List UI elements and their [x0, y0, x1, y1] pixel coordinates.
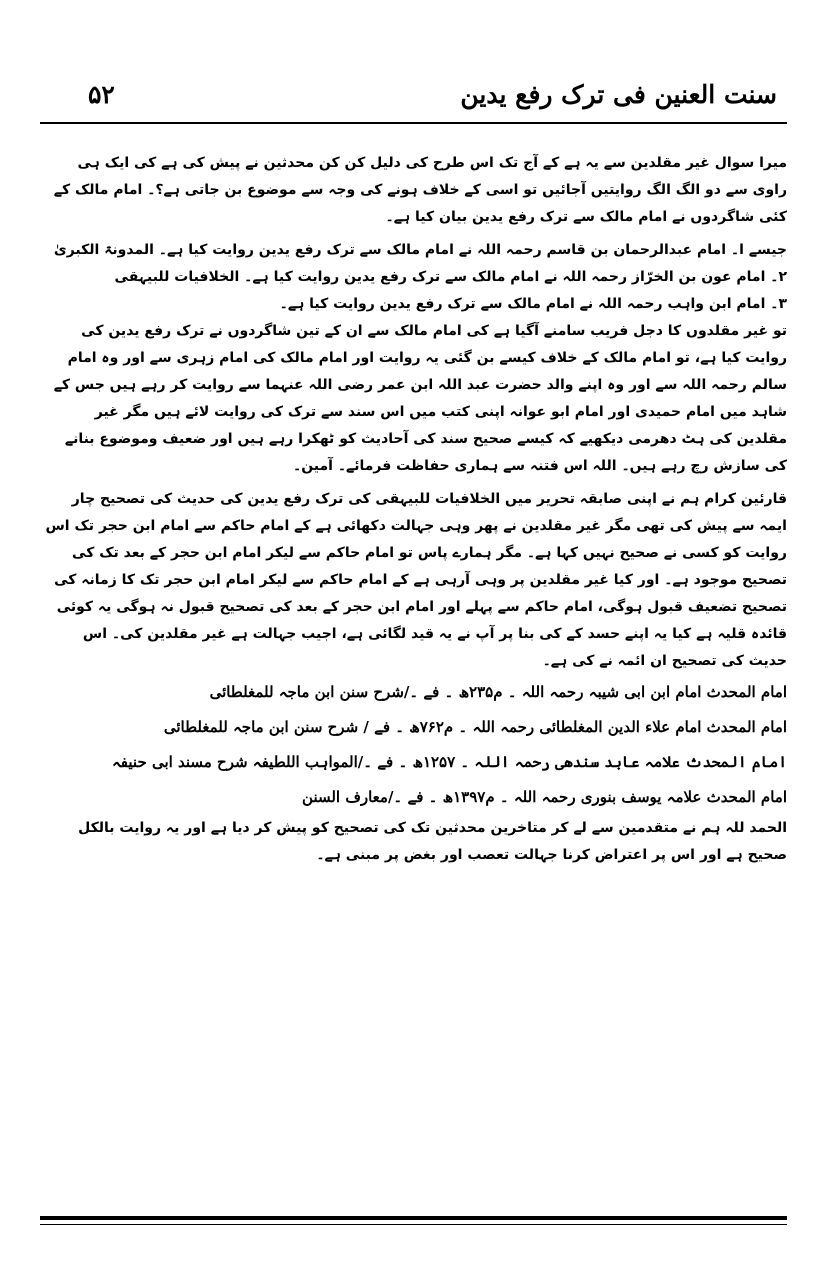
- page-header: [40, 80, 785, 120]
- paragraph-question: میرا سوال غیر مقلدین سے یہ ہے کے آج تک اس طرح کی دلیل کن کن محدثین نے پیش کی ہے کی ایک ہی راوی سے دو الگ الگ روایتیں آجائیں تو اسی کے خلاف ہونے کی وجہ سے موضوع بن جاتی ہے؟۔ امام مالک کے کئی شاگردوں نے امام مالک سے ترک رفع یدین بیان کیا ہے۔: [53, 155, 787, 225]
- list-item-1: جیسے ا۔ امام عبدالرحمان بن قاسم رحمہ اللہ نے امام مالک سے ترک رفع یدین روایت کیا ہے۔ المدونۃ الکبریٰ: [53, 242, 787, 258]
- list-item-2: ۲۔ امام عون بن الخرّاز رحمہ اللہ نے امام مالک سے ترک رفع یدین روایت کیا ہے۔ الخلافیات للبیہقی: [114, 269, 787, 285]
- footer-rule-thin: [40, 1224, 787, 1225]
- citation-line: امام المحدث علامہ یوسف بنوری رحمہ اللہ ۔ م۱۳۹۷ھ ۔ فے ۔/معارف السنن: [302, 788, 787, 806]
- header-rule: [40, 122, 787, 124]
- citation-line: امام المحدث علامہ عابد سندھی رحمہ اللہ ۔ ۱۲۵۷ھ ۔ فے ۔/المواہب اللطیفہ شرح مسند ابی حنیفہ: [112, 753, 787, 771]
- footer-rule-thick: [40, 1216, 787, 1220]
- paragraph-argument: تو غیر مقلدوں کا دجل فریب سامنے آگیا ہے کی امام مالک سے ان کے تین شاگردوں نے ترک رفع یدین کی روایت کیا ہے، تو امام مالک کے خلاف کیسے بن گئی یہ روایت اور امام مالک کی امام زہری سے اور وہ امام سالم رحمہ اللہ سے اور وہ اپنے والد حضرت عبد اللہ ابن عمر رضی اللہ عنہما سے روایت کر رہے ہیں جس کے شاہد میں امام حمیدی اور امام ابو عوانہ اپنی کتب میں اس سند سے ترک کی روایت لائے ہیں مگر غیر مقلدین کی ہٹ دھرمی دیکھیے کہ کیسے صحیح سند کی آحادیث کو ٹھکرا رہے ہیں اور ضعیف وموضوع بنانے کی سازش رچ رہے ہیں۔ اللہ اس فتنہ سے ہماری حفاظت فرمائے۔ آمین۔: [53, 323, 787, 474]
- page-body: [40, 150, 787, 869]
- paragraph-closing: الحمد للہ ہم نے متقدمین سے لے کر متاخرین محدثین تک کی تصحیح کو پیش کر دیا ہے اور یہ روایت بالکل صحیح ہے اور اس پر اعتراض کرنا جہالت تعصب اور بغض پر مبنی ہے۔: [78, 820, 787, 863]
- page-number: ۵۲: [88, 80, 115, 109]
- paragraph-readers: قارئین کرام ہم نے اپنی صابقہ تحریر میں الخلافیات للبیہقی کی ترک رفع یدین کی حدیث کی تصحیح چار ایمہ سے پیش کی تھی مگر غیر مقلدین نے پھر وہی جہالت دکھائی ہے کے امام حاکم سے امام ابن حجر تک اس روایت کو کسی نے صحیح نہیں کہا ہے۔ مگر ہمارے پاس تو امام حاکم سے لیکر امام ابن حجر کے بعد تک کی تصحیح موجود ہے۔ اور کیا غیر مقلدین پر وہی آرہی ہے کے امام حاکم سے لیکر امام ابن حجر تک کا زمانہ کی تصحیح تضعیف قبول ہوگی، امام حاکم سے پہلے اور امام ابن حجر کے بعد کی تصحیح قبول نہ ہوگی یہ کوئی قائدہ قلیہ ہے کیا یہ اپنے حسد کے کی بنا پر آپ نے یہ قید لگائی ہے، اجیب جہالت ہے غیر مقلدین کی۔ اس حدیث کی تصحیح ان ائمہ نے کی ہے۔: [45, 491, 787, 669]
- list-item-3: ۳۔ امام ابن واہب رحمہ اللہ نے امام مالک سے ترک رفع یدین روایت کیا ہے۔: [279, 296, 787, 312]
- citation-line: امام المحدث امام علاء الدین المغلطائی رحمہ اللہ ۔ م۷۶۲ھ ۔ فے / شرح سنن ابن ماجہ للمغلطائی: [163, 718, 787, 736]
- book-title: سنت العنین فی ترک رفع یدین: [460, 80, 777, 109]
- citation-line: امام المحدث امام ابن ابی شیبہ رحمہ اللہ ۔ م۲۳۵ھ ۔ فے ۔/شرح سنن ابن ماجہ للمغلطائی: [209, 683, 787, 701]
